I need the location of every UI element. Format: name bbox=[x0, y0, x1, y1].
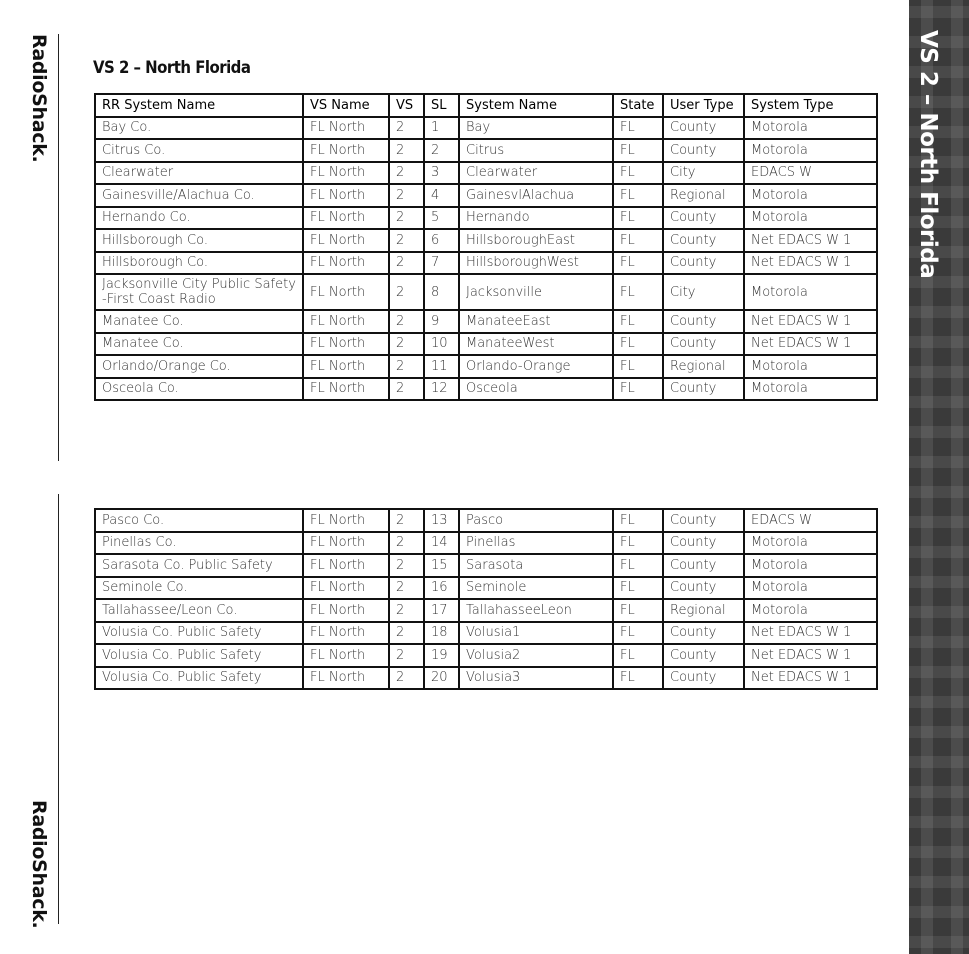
cell-user-type: County bbox=[663, 310, 744, 333]
cell-sl: 11 bbox=[424, 355, 459, 378]
cell-rr-system-name: Bay Co. bbox=[95, 117, 303, 140]
cell-vs: 2 bbox=[389, 252, 424, 275]
cell-vs-name: FL North bbox=[303, 622, 389, 645]
cell-user-type: County bbox=[663, 622, 744, 645]
cell-state: FL bbox=[613, 378, 663, 401]
table-row bbox=[95, 577, 877, 600]
cell-vs-name: FL North bbox=[303, 644, 389, 667]
table-row bbox=[95, 622, 877, 645]
system-table-part-1 bbox=[94, 93, 878, 401]
header-system-name: System Name bbox=[459, 94, 613, 117]
cell-vs-name: FL North bbox=[303, 599, 389, 622]
cell-vs: 2 bbox=[389, 622, 424, 645]
cell-user-type: County bbox=[663, 577, 744, 600]
cell-state: FL bbox=[613, 117, 663, 140]
cell-rr-system-name: Clearwater bbox=[95, 162, 303, 185]
cell-sl: 18 bbox=[424, 622, 459, 645]
header-user-type: User Type bbox=[663, 94, 744, 117]
cell-vs: 2 bbox=[389, 184, 424, 207]
cell-vs-name: FL North bbox=[303, 117, 389, 140]
margin-rule-top bbox=[58, 34, 59, 461]
cell-vs: 2 bbox=[389, 139, 424, 162]
cell-state: FL bbox=[613, 667, 663, 690]
cell-system-name: Citrus bbox=[459, 139, 613, 162]
cell-system-type: Net EDACS W 1 bbox=[744, 622, 877, 645]
cell-system-type: Motorola bbox=[744, 599, 877, 622]
cell-system-name: TallahasseeLeon bbox=[459, 599, 613, 622]
cell-rr-system-name: Volusia Co. Public Safety bbox=[95, 622, 303, 645]
cell-state: FL bbox=[613, 184, 663, 207]
cell-vs-name: FL North bbox=[303, 667, 389, 690]
table-row bbox=[95, 554, 877, 577]
cell-system-name: Volusia1 bbox=[459, 622, 613, 645]
cell-state: FL bbox=[613, 599, 663, 622]
cell-system-type: Motorola bbox=[744, 274, 877, 310]
table-row bbox=[95, 207, 877, 230]
cell-state: FL bbox=[613, 252, 663, 275]
cell-user-type: City bbox=[663, 162, 744, 185]
cell-system-type: Net EDACS W 1 bbox=[744, 667, 877, 690]
cell-system-name: ManateeEast bbox=[459, 310, 613, 333]
cell-system-type: Motorola bbox=[744, 117, 877, 140]
table-row bbox=[95, 184, 877, 207]
header-sl: SL bbox=[424, 94, 459, 117]
cell-user-type: County bbox=[663, 229, 744, 252]
cell-sl: 2 bbox=[424, 139, 459, 162]
cell-sl: 16 bbox=[424, 577, 459, 600]
cell-state: FL bbox=[613, 532, 663, 555]
cell-user-type: County bbox=[663, 667, 744, 690]
cell-system-name: HillsboroughWest bbox=[459, 252, 613, 275]
cell-vs-name: FL North bbox=[303, 310, 389, 333]
cell-sl: 15 bbox=[424, 554, 459, 577]
cell-rr-system-name: Tallahassee/Leon Co. bbox=[95, 599, 303, 622]
cell-system-name: Hernando bbox=[459, 207, 613, 230]
cell-sl: 4 bbox=[424, 184, 459, 207]
side-tab-title: VS 2 – North Florida bbox=[915, 30, 941, 279]
cell-system-type: Motorola bbox=[744, 532, 877, 555]
cell-vs-name: FL North bbox=[303, 207, 389, 230]
cell-system-type: EDACS W bbox=[744, 162, 877, 185]
cell-system-type: Motorola bbox=[744, 207, 877, 230]
cell-vs-name: FL North bbox=[303, 333, 389, 356]
cell-sl: 14 bbox=[424, 532, 459, 555]
table-row bbox=[95, 599, 877, 622]
cell-rr-system-name: Sarasota Co. Public Safety bbox=[95, 554, 303, 577]
table-row bbox=[95, 532, 877, 555]
table-row bbox=[95, 274, 877, 310]
cell-vs-name: FL North bbox=[303, 532, 389, 555]
cell-vs: 2 bbox=[389, 667, 424, 690]
cell-state: FL bbox=[613, 139, 663, 162]
cell-vs: 2 bbox=[389, 577, 424, 600]
cell-state: FL bbox=[613, 162, 663, 185]
table-row bbox=[95, 252, 877, 275]
cell-system-type: Motorola bbox=[744, 139, 877, 162]
cell-vs-name: FL North bbox=[303, 274, 389, 310]
cell-vs: 2 bbox=[389, 378, 424, 401]
cell-user-type: County bbox=[663, 378, 744, 401]
cell-system-name: Volusia2 bbox=[459, 644, 613, 667]
cell-system-type: Net EDACS W 1 bbox=[744, 310, 877, 333]
cell-vs: 2 bbox=[389, 554, 424, 577]
cell-sl: 19 bbox=[424, 644, 459, 667]
cell-user-type: Regional bbox=[663, 355, 744, 378]
cell-sl: 8 bbox=[424, 274, 459, 310]
cell-vs-name: FL North bbox=[303, 252, 389, 275]
radioshack-logo-bottom: RadioShack. bbox=[28, 800, 50, 929]
cell-sl: 1 bbox=[424, 117, 459, 140]
cell-rr-system-name: Volusia Co. Public Safety bbox=[95, 667, 303, 690]
cell-system-type: Motorola bbox=[744, 184, 877, 207]
cell-system-name: HillsboroughEast bbox=[459, 229, 613, 252]
header-rr-system-name: RR System Name bbox=[95, 94, 303, 117]
cell-user-type: County bbox=[663, 554, 744, 577]
cell-system-name: Pinellas bbox=[459, 532, 613, 555]
cell-system-name: ManateeWest bbox=[459, 333, 613, 356]
cell-sl: 3 bbox=[424, 162, 459, 185]
cell-state: FL bbox=[613, 229, 663, 252]
cell-state: FL bbox=[613, 310, 663, 333]
cell-user-type: Regional bbox=[663, 599, 744, 622]
table-header-row bbox=[95, 94, 877, 117]
cell-rr-system-name: Hernando Co. bbox=[95, 207, 303, 230]
cell-sl: 6 bbox=[424, 229, 459, 252]
cell-vs-name: FL North bbox=[303, 139, 389, 162]
cell-system-type: Motorola bbox=[744, 378, 877, 401]
cell-rr-system-name: Hillsborough Co. bbox=[95, 252, 303, 275]
cell-system-type: Net EDACS W 1 bbox=[744, 252, 877, 275]
table-row bbox=[95, 162, 877, 185]
cell-system-name: Volusia3 bbox=[459, 667, 613, 690]
system-table-part-2 bbox=[94, 508, 878, 690]
cell-vs-name: FL North bbox=[303, 554, 389, 577]
cell-state: FL bbox=[613, 509, 663, 532]
cell-user-type: County bbox=[663, 252, 744, 275]
cell-system-name: GainesvlAlachua bbox=[459, 184, 613, 207]
table-row bbox=[95, 229, 877, 252]
cell-system-type: Motorola bbox=[744, 355, 877, 378]
cell-rr-system-name: Volusia Co. Public Safety bbox=[95, 644, 303, 667]
cell-state: FL bbox=[613, 274, 663, 310]
cell-state: FL bbox=[613, 554, 663, 577]
cell-rr-system-name: Pasco Co. bbox=[95, 509, 303, 532]
cell-vs: 2 bbox=[389, 207, 424, 230]
table-row bbox=[95, 333, 877, 356]
table-row bbox=[95, 667, 877, 690]
cell-sl: 17 bbox=[424, 599, 459, 622]
cell-rr-system-name: Pinellas Co. bbox=[95, 532, 303, 555]
cell-user-type: City bbox=[663, 274, 744, 310]
cell-vs-name: FL North bbox=[303, 355, 389, 378]
cell-vs-name: FL North bbox=[303, 184, 389, 207]
table-row bbox=[95, 644, 877, 667]
cell-user-type: County bbox=[663, 139, 744, 162]
cell-sl: 9 bbox=[424, 310, 459, 333]
cell-rr-system-name: Orlando/Orange Co. bbox=[95, 355, 303, 378]
header-vs-name: VS Name bbox=[303, 94, 389, 117]
cell-user-type: County bbox=[663, 207, 744, 230]
cell-vs-name: FL North bbox=[303, 229, 389, 252]
table-row bbox=[95, 139, 877, 162]
cell-system-type: Net EDACS W 1 bbox=[744, 644, 877, 667]
cell-rr-system-name: Seminole Co. bbox=[95, 577, 303, 600]
cell-sl: 7 bbox=[424, 252, 459, 275]
cell-sl: 13 bbox=[424, 509, 459, 532]
cell-rr-system-name: Citrus Co. bbox=[95, 139, 303, 162]
cell-user-type: Regional bbox=[663, 184, 744, 207]
cell-vs: 2 bbox=[389, 274, 424, 310]
cell-system-name: Bay bbox=[459, 117, 613, 140]
cell-state: FL bbox=[613, 644, 663, 667]
cell-system-name: Jacksonville bbox=[459, 274, 613, 310]
margin-rule-bottom bbox=[58, 494, 59, 924]
cell-sl: 12 bbox=[424, 378, 459, 401]
cell-vs: 2 bbox=[389, 644, 424, 667]
header-state: State bbox=[613, 94, 663, 117]
cell-rr-system-name: Gainesville/Alachua Co. bbox=[95, 184, 303, 207]
cell-state: FL bbox=[613, 333, 663, 356]
cell-vs-name: FL North bbox=[303, 509, 389, 532]
cell-state: FL bbox=[613, 355, 663, 378]
cell-user-type: County bbox=[663, 509, 744, 532]
table-row bbox=[95, 378, 877, 401]
cell-system-type: Motorola bbox=[744, 554, 877, 577]
cell-system-type: Motorola bbox=[744, 577, 877, 600]
table-row bbox=[95, 117, 877, 140]
cell-system-name: Pasco bbox=[459, 509, 613, 532]
cell-user-type: County bbox=[663, 117, 744, 140]
cell-state: FL bbox=[613, 207, 663, 230]
cell-vs-name: FL North bbox=[303, 162, 389, 185]
cell-vs: 2 bbox=[389, 117, 424, 140]
cell-vs: 2 bbox=[389, 333, 424, 356]
cell-vs: 2 bbox=[389, 509, 424, 532]
cell-system-name: Orlando-Orange bbox=[459, 355, 613, 378]
cell-system-name: Clearwater bbox=[459, 162, 613, 185]
table-row bbox=[95, 509, 877, 532]
cell-vs: 2 bbox=[389, 310, 424, 333]
cell-rr-system-name: Jacksonville City Public Safety -First Coast Radio bbox=[95, 274, 303, 310]
cell-vs: 2 bbox=[389, 355, 424, 378]
cell-rr-system-name: Osceola Co. bbox=[95, 378, 303, 401]
table-row bbox=[95, 355, 877, 378]
cell-system-type: EDACS W bbox=[744, 509, 877, 532]
radioshack-logo-top: RadioShack. bbox=[28, 34, 50, 163]
cell-system-type: Net EDACS W 1 bbox=[744, 229, 877, 252]
cell-sl: 10 bbox=[424, 333, 459, 356]
cell-sl: 5 bbox=[424, 207, 459, 230]
cell-system-type: Net EDACS W 1 bbox=[744, 333, 877, 356]
cell-rr-system-name: Hillsborough Co. bbox=[95, 229, 303, 252]
cell-system-name: Osceola bbox=[459, 378, 613, 401]
cell-sl: 20 bbox=[424, 667, 459, 690]
cell-vs: 2 bbox=[389, 599, 424, 622]
cell-system-name: Sarasota bbox=[459, 554, 613, 577]
cell-state: FL bbox=[613, 577, 663, 600]
cell-rr-system-name: Manatee Co. bbox=[95, 310, 303, 333]
cell-vs: 2 bbox=[389, 229, 424, 252]
cell-system-name: Seminole bbox=[459, 577, 613, 600]
cell-user-type: County bbox=[663, 644, 744, 667]
cell-vs-name: FL North bbox=[303, 378, 389, 401]
cell-rr-system-name: Manatee Co. bbox=[95, 333, 303, 356]
page-title: VS 2 – North Florida bbox=[93, 58, 251, 78]
cell-user-type: County bbox=[663, 333, 744, 356]
cell-vs-name: FL North bbox=[303, 577, 389, 600]
table-row bbox=[95, 310, 877, 333]
cell-user-type: County bbox=[663, 532, 744, 555]
header-vs: VS bbox=[389, 94, 424, 117]
cell-vs: 2 bbox=[389, 162, 424, 185]
cell-state: FL bbox=[613, 622, 663, 645]
cell-vs: 2 bbox=[389, 532, 424, 555]
header-system-type: System Type bbox=[744, 94, 877, 117]
